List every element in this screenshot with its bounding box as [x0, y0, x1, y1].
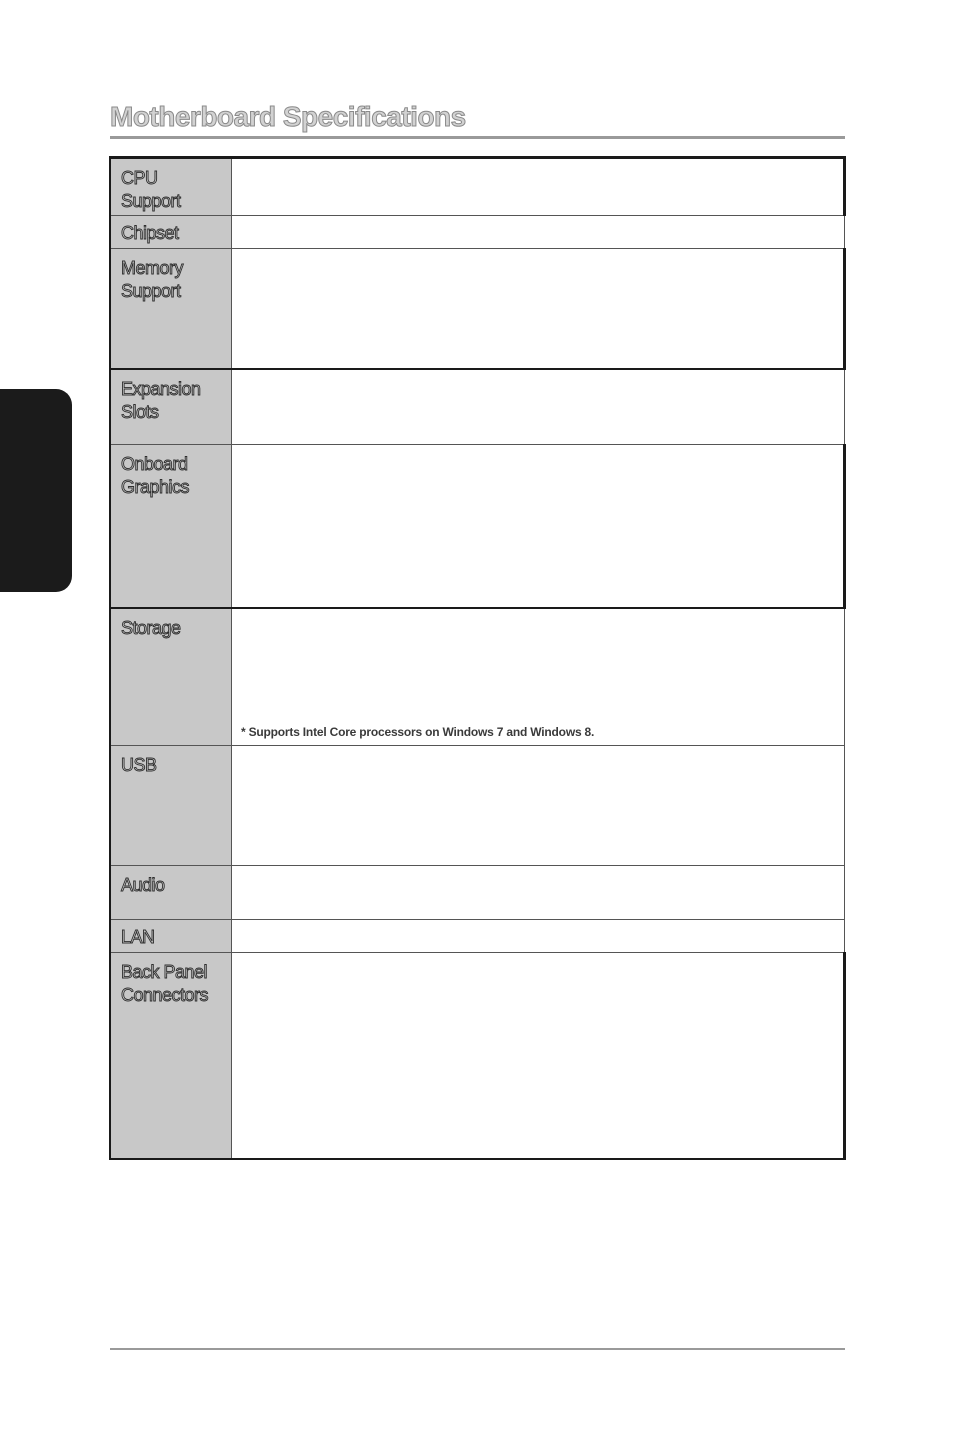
spec-row-chipset	[110, 216, 845, 249]
storage-footnote: * Supports Intel Core processors on Windows 7 and Windows 8.	[241, 725, 595, 739]
spec-row-back-panel	[110, 953, 845, 1159]
spec-label-expansion: Expansion Slots	[121, 378, 201, 422]
page-title: Motherboard Specifications	[110, 101, 466, 132]
spec-value-cpu	[232, 158, 845, 216]
spec-label-cell	[110, 608, 232, 746]
spec-row-memory	[110, 249, 845, 369]
spec-label-cell	[110, 158, 232, 216]
spec-value-chipset	[232, 216, 845, 249]
spec-row-usb	[110, 746, 845, 866]
spec-value-back-panel	[232, 953, 845, 1159]
spec-label-memory: Memory Support	[121, 258, 184, 301]
spec-row-expansion	[110, 369, 845, 445]
spec-value-storage	[232, 608, 845, 746]
spec-label-cpu: CPU Support	[121, 168, 181, 211]
spec-table	[109, 156, 846, 1160]
title-rule	[110, 136, 845, 139]
spec-label-storage: Storage	[121, 617, 181, 638]
spec-row-storage	[110, 608, 845, 746]
spec-label-cell	[110, 953, 232, 1159]
spec-label-cell	[110, 920, 232, 953]
spec-label-usb: USB	[121, 755, 157, 775]
spec-label-cell	[110, 746, 232, 866]
spec-row-graphics	[110, 445, 845, 608]
footer-rule	[110, 1348, 845, 1350]
spec-row-lan	[110, 920, 845, 953]
spec-value-lan	[232, 920, 845, 953]
spec-label-audio: Audio	[121, 875, 165, 895]
spec-label-cell	[110, 445, 232, 608]
spec-label-lan: LAN	[121, 927, 155, 947]
spec-label-back-panel: Back Panel Connectors	[121, 962, 209, 1005]
spec-value-graphics	[232, 445, 845, 608]
spec-value-expansion	[232, 369, 845, 445]
spec-label-cell	[110, 249, 232, 369]
spec-label-graphics: Onboard Graphics	[121, 454, 190, 497]
spec-label-chipset: Chipset	[121, 223, 179, 243]
spec-row-audio	[110, 866, 845, 920]
spec-label-cell	[110, 369, 232, 445]
spec-label-cell	[110, 216, 232, 249]
spec-value-audio	[232, 866, 845, 920]
spec-row-cpu	[110, 158, 845, 216]
spec-label-cell	[110, 866, 232, 920]
spec-value-memory	[232, 249, 845, 369]
chapter-side-tab	[0, 389, 72, 592]
spec-value-usb	[232, 746, 845, 866]
